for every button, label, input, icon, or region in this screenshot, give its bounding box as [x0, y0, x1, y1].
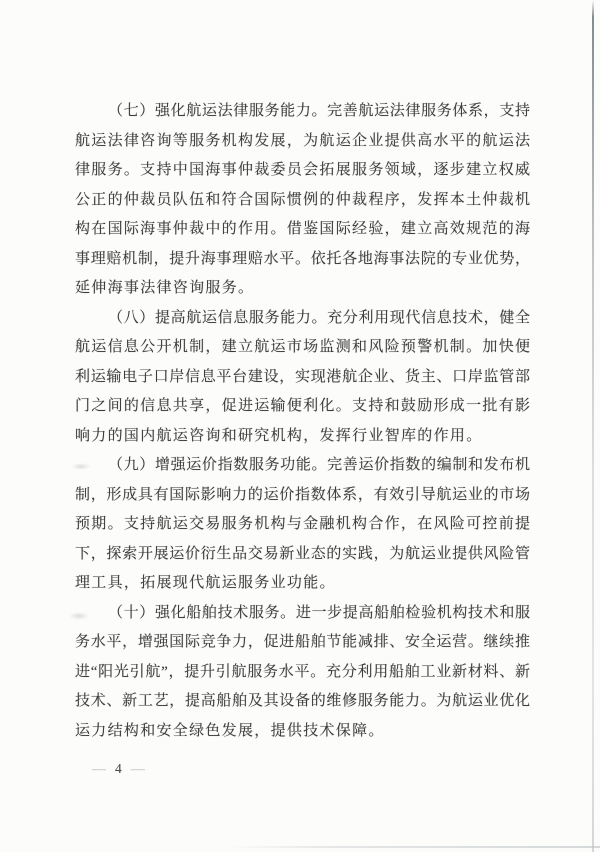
text-line: 运力结构和安全绿色发展，提供技术保障。	[75, 722, 385, 739]
scan-smudge	[71, 463, 91, 470]
text-line: 理工具，拓展现代航运服务业功能。	[75, 575, 336, 591]
text-line: 进“阳光引航”，提升引航服务水平。充分利用船舶工业新材料、新	[75, 663, 530, 680]
paragraph-9	[75, 451, 530, 599]
text-line: 航运法律咨询等服务机构发展，为航运企业提供高水平的航运法	[75, 132, 530, 149]
scan-edge-right-line	[592, 0, 594, 852]
text-line: 门之间的信息共享，促进运输便利化。支持和鼓励形成一批有影	[75, 398, 530, 414]
text-line: （七）强化航运法律服务能力。完善航运法律服务体系，支持	[108, 103, 530, 119]
scan-smudge	[69, 612, 89, 620]
text-line: （九）增强运价指数服务功能。完善运价指数的编制和发布机	[108, 457, 530, 473]
text-line: 利运输电子口岸信息平台建设，实现港航企业、货主、口岸监管部	[75, 368, 530, 385]
paragraph-7	[75, 97, 530, 304]
text-line: 构在国际海事仲裁中的作用。借鉴国际经验，建立高效规范的海	[75, 221, 530, 237]
footer-dash-right: —	[130, 762, 146, 777]
text-line: 制，形成具有国际影响力的运价指数体系，有效引导航运业的市场	[75, 486, 530, 503]
text-line: 预期。支持航运交易服务机构与金融机构合作，在风险可控前提	[75, 516, 530, 532]
text-line: 延伸海事法律咨询服务。	[75, 280, 255, 296]
text-line: 技术、新工艺，提高船舶及其设备的维修服务能力。为航运业优化	[75, 693, 530, 709]
scan-edge-bottom-line	[225, 846, 600, 848]
paragraph-10	[75, 599, 530, 747]
text-line: 下，探索开展运价衍生品交易新业态的实践，为航运业提供风险管	[75, 545, 530, 562]
footer-dash-left: —	[92, 762, 107, 777]
text-line: 务水平，增强国际竞争力，促进船舶节能减排、安全运营。继续推	[75, 634, 530, 650]
text-line: 公正的仲裁员队伍和符合国际惯例的仲裁程序，发挥本土仲裁机	[75, 191, 530, 208]
page-number: 4	[115, 761, 123, 776]
text-line: （八）提高航运信息服务能力。充分利用现代信息技术，健全	[108, 309, 530, 326]
text-line: 事理赔机制，提升海事理赔水平。依托各地海事法院的专业优势，	[75, 250, 530, 267]
text-line: （十）强化船舶技术服务。进一步提高船舶检验机构技术和服	[108, 604, 530, 621]
page-footer	[92, 761, 146, 777]
text-line: 响力的国内航运咨询和研究机构，发挥行业智库的作用。	[75, 427, 483, 444]
document-body	[75, 97, 530, 746]
text-line: 律服务。支持中国海事仲裁委员会拓展服务领域，逐步建立权威	[75, 162, 530, 178]
text-line: 航运信息公开机制，建立航运市场监测和风险预警机制。加快便	[75, 339, 530, 355]
paragraph-8	[75, 304, 530, 452]
